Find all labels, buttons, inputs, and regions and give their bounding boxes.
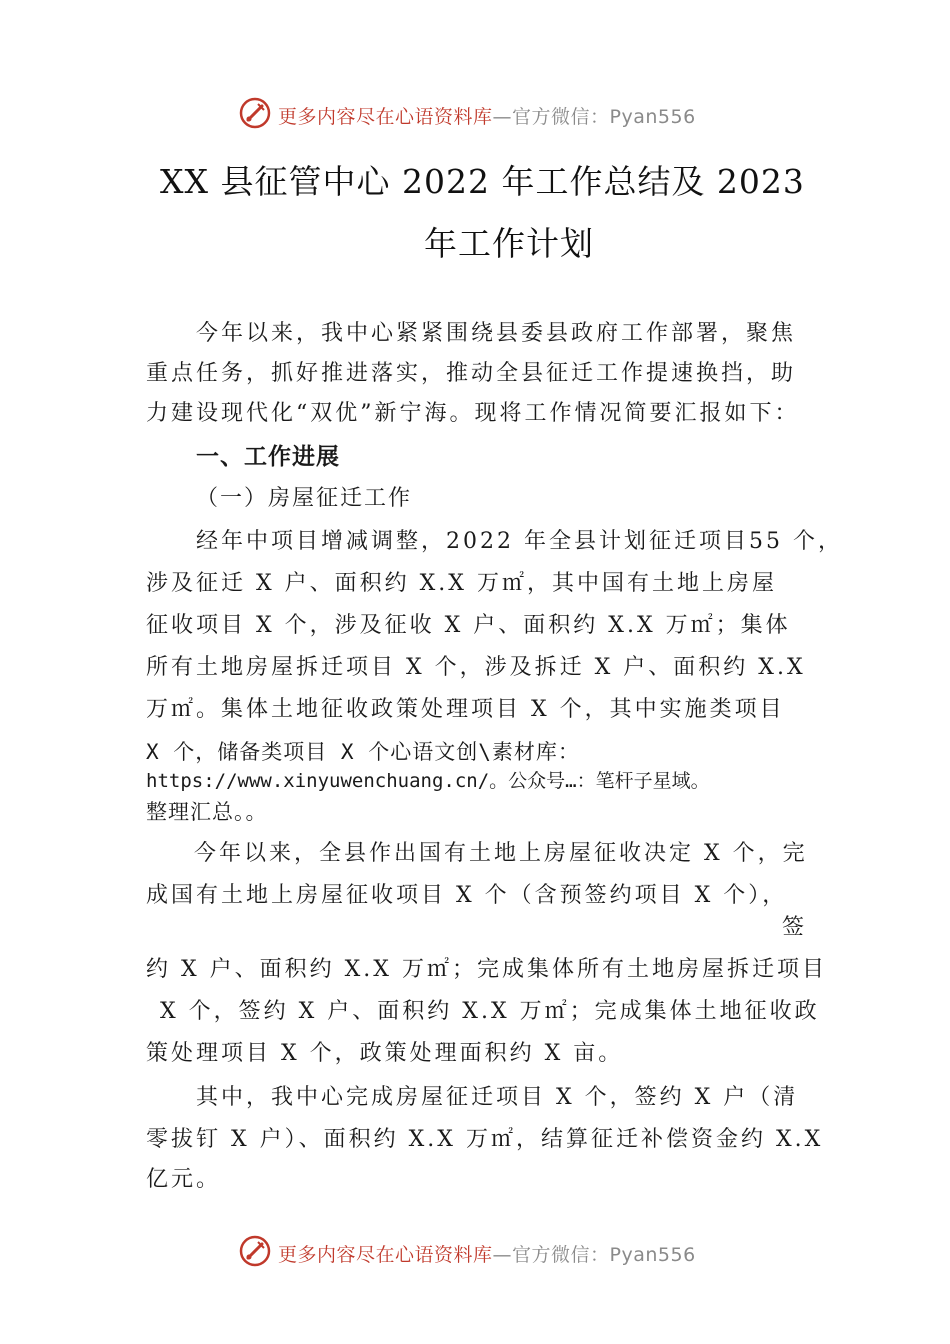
- intro-line: 重点任务，抓好推进落实，推动全县征迁工作提速换挡，助: [146, 361, 797, 386]
- paragraph-line: X 个，签约 X 户、面积约 X.X 万㎡；完成集体土地征收政: [160, 999, 820, 1024]
- document-title-line2: 年工作计划: [424, 224, 594, 263]
- intro-line: 力建设现代化“双优”新宁海。现将工作情况简要汇报如下：: [146, 401, 800, 426]
- paragraph-line: 今年以来，全县作出国有土地上房屋征收决定 X 个，完: [194, 841, 808, 866]
- paragraph-line: 经年中项目增减调整，2022 年全县计划征迁项目55 个，: [196, 529, 843, 554]
- paragraph-line: 征收项目 X 个，涉及征收 X 户、面积约 X.X 万㎡；集体: [146, 613, 791, 638]
- subsection-heading: （一）房屋征迁工作: [196, 486, 413, 511]
- banner-wechat-text: —官方微信：Pyan556: [492, 106, 696, 128]
- paragraph-line: X 个，储备类项目 X 个心语文创\素材库：: [146, 740, 580, 764]
- header-banner: [0, 94, 950, 134]
- section-heading: 一、工作进展: [196, 444, 340, 470]
- paragraph-line: 约 X 户、面积约 X.X 万㎡；完成集体所有土地房屋拆迁项目: [146, 957, 827, 982]
- paragraph-line: 零拔钉 X 户）、面积约 X.X 万㎡，结算征迁补偿资金约 X.X: [146, 1127, 824, 1152]
- banner-text: [278, 1240, 696, 1267]
- banner-wechat-text: —官方微信：Pyan556: [492, 1244, 696, 1266]
- source-url-line: https://www.xinyuwenchuang.cn/。公众号…：笔杆子星域。: [146, 770, 710, 792]
- paragraph-line: 涉及征迁 X 户、面积约 X.X 万㎡，其中国有土地上房屋: [146, 571, 777, 596]
- seal-logo-icon: [238, 1234, 272, 1268]
- seal-logo-icon: [238, 96, 272, 130]
- paragraph-line: 其中，我中心完成房屋征迁项目 X 个，签约 X 户（清: [196, 1085, 799, 1110]
- paragraph-line: 整理汇总。。: [146, 800, 268, 824]
- intro-line: 今年以来，我中心紧紧围绕县委县政府工作部署，聚焦: [196, 321, 797, 346]
- paragraph-line: 策处理项目 X 个，政策处理面积约 X 亩。: [146, 1041, 624, 1066]
- paragraph-line: 万㎡。集体土地征收政策处理项目 X 个，其中实施类项目: [146, 697, 785, 722]
- paragraph-line: 签: [782, 915, 808, 940]
- banner-text: [278, 102, 696, 129]
- paragraph-line: 亿元。: [146, 1167, 222, 1192]
- paragraph-line: 成国有土地上房屋征收项目 X 个（含预签约项目 X 个），: [146, 883, 788, 908]
- banner-red-text: 更多内容尽在心语资料库: [278, 1244, 493, 1266]
- document-title-line1: XX 县征管中心 2022 年工作总结及 2023: [160, 162, 805, 201]
- footer-banner: [0, 1232, 950, 1272]
- paragraph-line: 所有土地房屋拆迁项目 X 个，涉及拆迁 X 户、面积约 X.X: [146, 655, 806, 680]
- banner-red-text: 更多内容尽在心语资料库: [278, 106, 493, 128]
